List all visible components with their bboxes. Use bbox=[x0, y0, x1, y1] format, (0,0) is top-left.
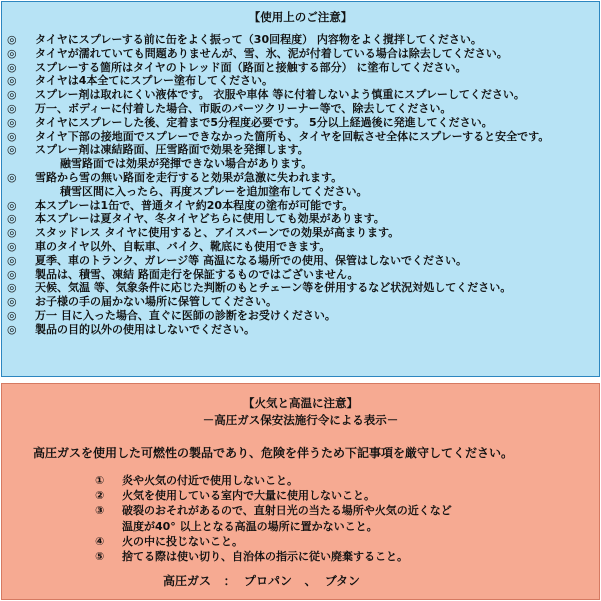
list-item: ◎ タイヤ下部の接地面でスプレーできなかった箇所も、タイヤを回転させ全体にスプレーすると安全です。 bbox=[7, 129, 550, 143]
list-item: ◎ タイヤが濡れていても問題ありませんが、雪、氷、泥が付着している場合は除去してください。 bbox=[7, 46, 508, 60]
bullet-icon: ◎ bbox=[7, 129, 17, 143]
bullet-icon: ◎ bbox=[7, 322, 17, 336]
warning-intro: 高圧ガスを使用した可燃性の製品であり、危険を伴うため下記事項を厳守してください。 bbox=[33, 446, 514, 460]
bullet-icon: ◎ bbox=[7, 74, 17, 88]
list-item: ◎ 天候、気温 等、気象条件に応じた判断のもとチェーン等を併用するなど状況対処してください。 bbox=[7, 281, 512, 295]
list-item: ◎ タイヤにスプレーした後、定着まで5分程度必要です。 5分以上経過後に発進してください。 bbox=[7, 115, 493, 129]
bullet-icon: ◎ bbox=[7, 198, 17, 212]
warning-subtitle: －高圧ガス保安法施行令による表示－ bbox=[202, 413, 399, 427]
bullet-icon: ◎ bbox=[7, 239, 17, 253]
list-item: ◎ 製品は、積雪、凍結 路面走行を保証するものではございません。 bbox=[7, 267, 359, 281]
list-item: ◎ スプレー剤は取れにくい液体です。 衣服や車体 等に付着しないよう慎重にスプレーしてください。 bbox=[7, 88, 525, 102]
list-item: ⑤ 捨てる際は使い切り、自治体の指示に従い廃棄すること。 bbox=[95, 549, 408, 563]
bullet-icon: ◎ bbox=[7, 143, 17, 157]
bullet-icon: ◎ bbox=[7, 101, 17, 115]
list-item: ◎ 万一、ボディーに付着した場合、市販のパーツクリーナー等で、除去してください。 bbox=[7, 101, 452, 115]
list-item: ◎ 車のタイヤ以外、自転車、バイク、靴底にも使用できます。 bbox=[7, 239, 331, 253]
rule-number: ① bbox=[95, 474, 105, 487]
bullet-icon: ◎ bbox=[7, 295, 17, 309]
list-item: ◎ 本スプレーは1缶で、普通タイヤ約20本程度の塗布が可能です。 bbox=[7, 198, 354, 212]
bullet-icon: ◎ bbox=[7, 115, 17, 129]
rule-number: ⑤ bbox=[95, 549, 105, 563]
gas-contents-line bbox=[163, 572, 360, 589]
list-item: ◎ タイヤは4本全てにスプレー塗布してください。 bbox=[7, 74, 273, 88]
list-item: ◎ スプレー剤は凍結路面、圧雪路面で効果を発揮します。 bbox=[7, 143, 309, 157]
list-item-continuation: 融雪路面では効果が発揮できない場合があります。 bbox=[60, 157, 313, 171]
usage-title: 【使用上のご注意】 bbox=[248, 10, 353, 24]
list-item: ◎ 万一 目に入った場合、直ぐに医師の診断をお受けください。 bbox=[7, 308, 336, 322]
bullet-icon: ◎ bbox=[7, 46, 17, 60]
list-item: ◎ 本スプレーは夏タイヤ、冬タイヤどちらに使用しても効果があります。 bbox=[7, 212, 385, 226]
list-item: ② 火気を使用している室内で大量に使用しないこと。 bbox=[95, 489, 375, 503]
bullet-icon: ◎ bbox=[7, 267, 17, 281]
list-item: ◎ タイヤにスプレーする前に缶をよく振って（30回程度） 内容物をよく撹拌してください。 bbox=[7, 33, 482, 46]
list-item: ◎ スプレーする箇所はタイヤのトレッド面（路面と接触する部分） に塗布してください。 bbox=[7, 60, 467, 74]
warning-title: 【火気と高温に注意】 bbox=[243, 396, 358, 410]
list-item: ④ 火の中に投じないこと。 bbox=[95, 534, 243, 548]
warning-rules-list bbox=[95, 473, 452, 564]
gas-comma: 、 bbox=[304, 574, 317, 588]
gas-butane: ブタン bbox=[324, 574, 361, 588]
bullet-icon: ◎ bbox=[7, 60, 17, 74]
list-item: ③ 破裂のおそれがあるので、直射日光の当たる場所や火気の近くなど bbox=[95, 504, 452, 518]
rule-number: ④ bbox=[95, 534, 105, 548]
list-item: ① 炎や火気の付近で使用しないこと。 bbox=[95, 474, 298, 487]
bullet-icon: ◎ bbox=[7, 33, 17, 46]
bullet-icon: ◎ bbox=[7, 281, 17, 295]
gas-propane: プロパン bbox=[243, 574, 292, 588]
bullet-icon: ◎ bbox=[7, 88, 17, 102]
list-item-continuation: 温度が40° 以上となる高温の場所に置かないこと。 bbox=[122, 519, 378, 533]
bullet-icon: ◎ bbox=[7, 253, 17, 267]
list-item-continuation: 積雪区間に入ったら、再度スプレーを追加塗布してください。 bbox=[60, 184, 368, 198]
gas-label: 高圧ガス bbox=[163, 574, 212, 588]
rule-number: ③ bbox=[95, 504, 105, 518]
list-item: ◎ 製品の目的以外の使用はしないでください。 bbox=[7, 322, 255, 336]
list-item: ◎ お子様の手の届かない場所に保管してください。 bbox=[7, 295, 277, 309]
bullet-icon: ◎ bbox=[7, 226, 17, 240]
bullet-icon: ◎ bbox=[7, 170, 17, 184]
list-item: ◎ 夏季、車のトランク、ガレージ等 高温になる場所での使用、保管はしないでください。 bbox=[7, 253, 467, 267]
list-item: ◎ スタッドレス タイヤに使用すると、アイスバーンでの効果が高まります。 bbox=[7, 226, 400, 240]
bullet-icon: ◎ bbox=[7, 212, 17, 226]
usage-precautions-panel bbox=[1, 1, 600, 377]
usage-list bbox=[7, 33, 549, 337]
list-item: ◎ 雪路から雪の無い路面を走行すると効果が急激に失われます。 bbox=[7, 170, 343, 184]
gas-separator: ： bbox=[223, 574, 236, 588]
bullet-icon: ◎ bbox=[7, 308, 17, 322]
fire-heat-warning-panel bbox=[1, 383, 600, 600]
rule-number: ② bbox=[95, 489, 105, 503]
